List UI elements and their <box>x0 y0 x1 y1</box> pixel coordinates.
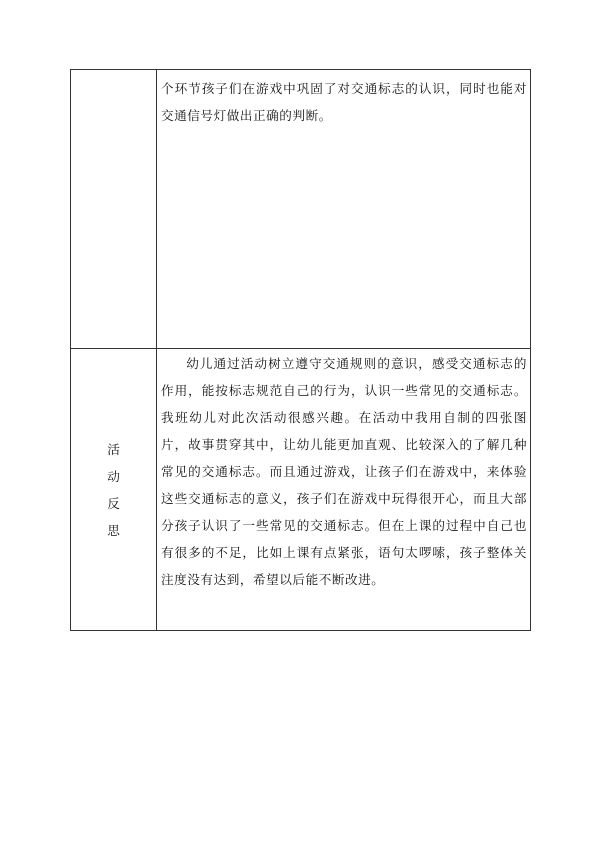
reflection-label-char-2: 动 <box>107 468 120 484</box>
continuation-paragraph: 个环节孩子们在游戏中巩固了对交通标志的认识，同时也能对交通信号灯做出正确的判断。 <box>161 81 527 123</box>
reflection-label-char-1: 活 <box>107 441 120 457</box>
content-cell-continuation <box>157 70 531 349</box>
reflection-label <box>107 436 120 544</box>
reflection-paragraph: 幼儿通过活动树立遵守交通规则的意识，感受交通标志的作用，能按标志规范自己的行为，认识一些常见的交通标志。我班幼儿对此次活动很感兴趣。在活动中我用自制的四张图片，故事贯穿其中，让幼儿能更加直观、比较深入的了解几种常见的交通标志。而且通过游戏，让孩子们在游戏中，来体验这些交通标志的意义，孩子们在游戏中玩得很开心，而且大部分孩子认识了一些常见的交通标志。但在上课的过程中自己也有很多的不足，比如上课有点紧张，语句太啰嗦，孩子整体关注度没有达到，希望以后能不断改进。 <box>161 356 527 587</box>
label-cell-empty <box>71 70 157 349</box>
reflection-label-char-3: 反 <box>107 495 120 511</box>
table-row-reflection <box>71 349 531 631</box>
activity-record-table <box>70 69 531 631</box>
content-cell-reflection <box>157 349 531 631</box>
table-row-continuation <box>71 70 531 349</box>
label-cell-reflection <box>71 349 157 631</box>
reflection-label-char-4: 思 <box>107 522 120 538</box>
